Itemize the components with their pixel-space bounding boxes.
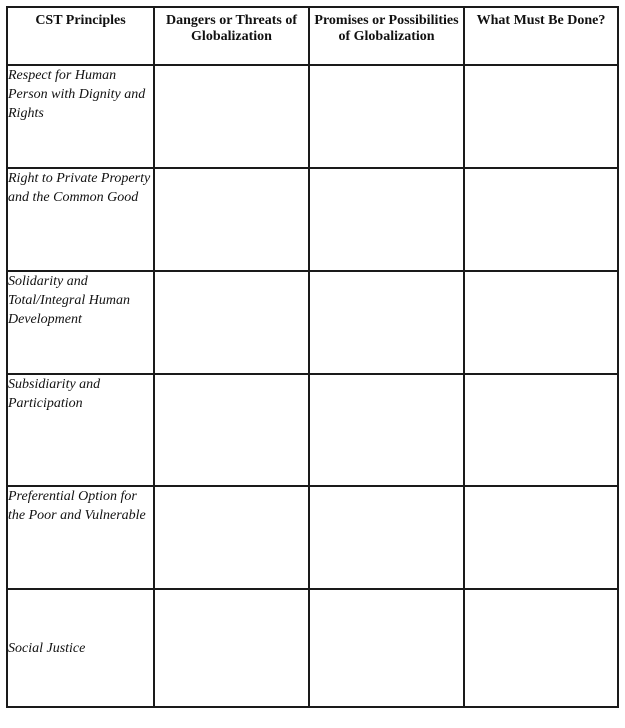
promises-cell[interactable] xyxy=(309,486,464,589)
table-row xyxy=(7,271,618,374)
table-row xyxy=(7,374,618,486)
header-promises-possibilities: Promises or Possibilities of Globalization xyxy=(309,7,464,65)
actions-cell[interactable] xyxy=(464,486,618,589)
cst-globalization-worksheet-table xyxy=(6,6,619,708)
principle-cell: Subsidiarity and Participation xyxy=(7,374,154,486)
actions-cell[interactable] xyxy=(464,589,618,707)
principle-cell: Social Justice xyxy=(7,589,154,707)
promises-cell[interactable] xyxy=(309,589,464,707)
actions-cell[interactable] xyxy=(464,271,618,374)
principle-cell: Preferential Option for the Poor and Vulnerable xyxy=(7,486,154,589)
table-row xyxy=(7,168,618,271)
dangers-cell[interactable] xyxy=(154,65,309,168)
dangers-cell[interactable] xyxy=(154,271,309,374)
principle-cell: Respect for Human Person with Dignity and Rights xyxy=(7,65,154,168)
dangers-cell[interactable] xyxy=(154,589,309,707)
dangers-cell[interactable] xyxy=(154,374,309,486)
actions-cell[interactable] xyxy=(464,168,618,271)
header-what-must-be-done: What Must Be Done? xyxy=(464,7,618,65)
promises-cell[interactable] xyxy=(309,168,464,271)
table-row xyxy=(7,486,618,589)
table-row xyxy=(7,65,618,168)
header-dangers-threats: Dangers or Threats of Globalization xyxy=(154,7,309,65)
header-cst-principles: CST Principles xyxy=(7,7,154,65)
promises-cell[interactable] xyxy=(309,271,464,374)
promises-cell[interactable] xyxy=(309,65,464,168)
actions-cell[interactable] xyxy=(464,65,618,168)
header-row xyxy=(7,7,618,65)
dangers-cell[interactable] xyxy=(154,168,309,271)
dangers-cell[interactable] xyxy=(154,486,309,589)
principle-cell: Solidarity and Total/Integral Human Development xyxy=(7,271,154,374)
actions-cell[interactable] xyxy=(464,374,618,486)
table-row xyxy=(7,589,618,707)
principle-cell: Right to Private Property and the Common Good xyxy=(7,168,154,271)
promises-cell[interactable] xyxy=(309,374,464,486)
